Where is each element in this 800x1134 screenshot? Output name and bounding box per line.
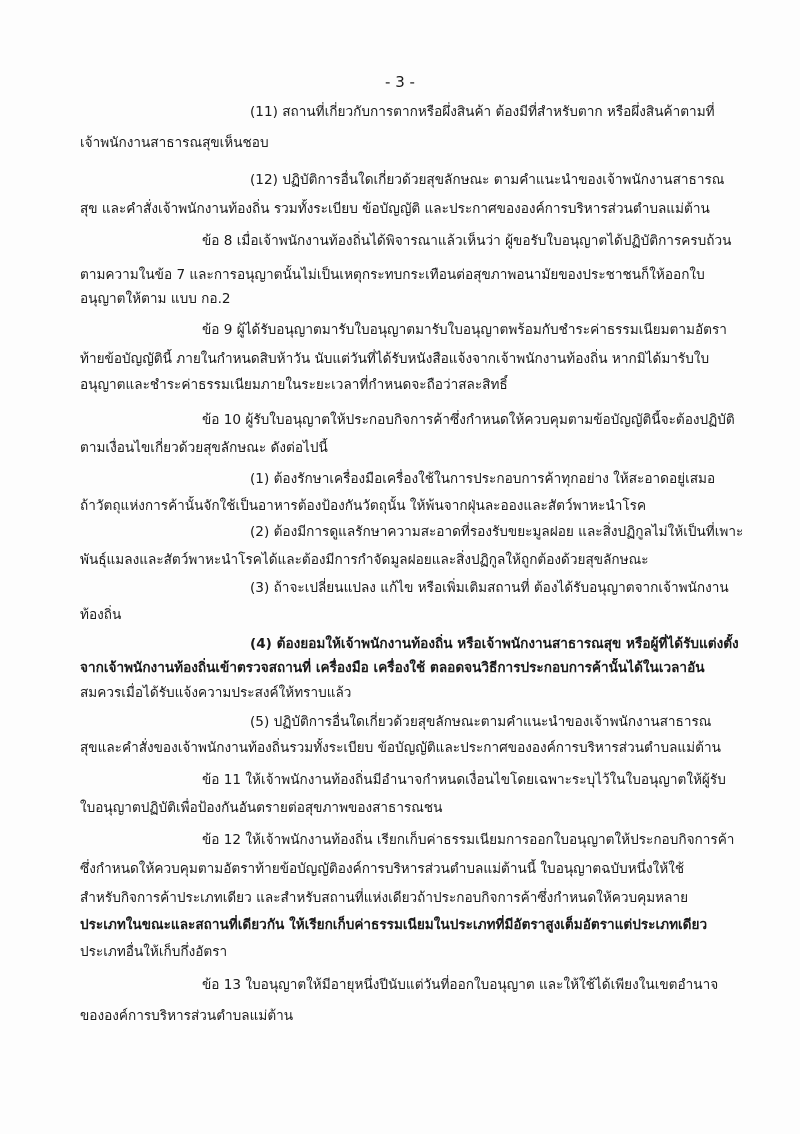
text-line: ตามเงื่อนไขเกี่ยวด้วยสุขลักษณะ ดังต่อไปนี้	[80, 440, 328, 456]
text-line: เจ้าพนักงานสาธารณสุขเห็นชอบ	[80, 135, 269, 151]
text-line: (5) ปฏิบัติการอื่นใดเกี่ยวด้วยสุขลักษณะตามคำแนะนำของเจ้าพนักงานสาธารณ	[250, 714, 712, 730]
text-line: ท้ายข้อบัญญัตินี้ ภายในกำหนดสิบห้าวัน นับแต่วันที่ได้รับหนังสือแจ้งจากเจ้าพนักงานท้องถิ่น หากมิได้มารับใบ	[80, 351, 710, 367]
text-line: ขององค์การบริหารส่วนตำบลแม่ต้าน	[80, 1008, 294, 1024]
text-line: (1) ต้องรักษาเครื่องมือเครื่องใช้ในการประกอบการค้าทุกอย่าง ให้สะอาดอยู่เสมอ	[250, 471, 716, 487]
text-line: ข้อ 9 ผู้ได้รับอนุญาตมารับใบอนุญาตมารับใบอนุญาตพร้อมกับชำระค่าธรรมเนียมตามอัตรา	[202, 322, 727, 338]
text-line: (2) ต้องมีการดูแลรักษาความสะอาดที่รองรับขยะมูลฝอย และสิ่งปฏิกูลไม่ให้เป็นที่เพาะ	[250, 524, 744, 540]
text-line: (11) สถานที่เกี่ยวกับการตากหรือผึ่งสินค้า ต้องมีที่สำหรับตาก หรือผึ่งสินค้าตามที่	[250, 104, 715, 120]
text-line: จากเจ้าพนักงานท้องถิ่นเข้าตรวจสถานที่ เครื่องมือ เครื่องใช้ ตลอดจนวิธีการประกอบการค้านั้นได้ในเวลาอัน	[80, 660, 705, 676]
text-line: ซึ่งกำหนดให้ควบคุมตามอัตราท้ายข้อบัญญัติองค์การบริหารส่วนตำบลแม่ต้านนี้ ใบอนุญาตฉบับหนึ่งให้ใช้	[80, 861, 685, 877]
text-line: ข้อ 8 เมื่อเจ้าพนักงานท้องถิ่นได้พิจารณาแล้วเห็นว่า ผู้ขอรับใบอนุญาตได้ปฏิบัติการครบถ้วน	[202, 233, 732, 249]
text-line: ข้อ 13 ใบอนุญาตให้มีอายุหนึ่งปีนับแต่วันที่ออกใบอนุญาต และให้ใช้ได้เพียงในเขตอำนาจ	[202, 977, 719, 993]
text-line: ตามความในข้อ 7 และการอนุญาตนั้นไม่เป็นเหตุกระทบกระเทือนต่อสุขภาพอนามัยของประชาชนก็ให้ออกใบ	[80, 267, 705, 283]
text-line: ข้อ 12 ให้เจ้าพนักงานท้องถิ่น เรียกเก็บค่าธรรมเนียมการออกใบอนุญาตให้ประกอบกิจการค้า	[202, 832, 735, 848]
text-line: ข้อ 10 ผู้รับใบอนุญาตให้ประกอบกิจการค้าซึ่งกำหนดให้ควบคุมตามข้อบัญญัตินี้จะต้องปฏิบัติ	[202, 412, 735, 428]
text-line: พันธุ์แมลงและสัตว์พาหะนำโรคได้และต้องมีการกำจัดมูลฝอยและสิ่งปฏิกูลให้ถูกต้องด้วยสุขลักษณะ	[80, 552, 649, 568]
text-line: สมควรเมื่อได้รับแจ้งความประสงค์ให้ทราบแล้ว	[80, 685, 352, 701]
text-line: สุข และคำสั่งเจ้าพนักงานท้องถิ่น รวมทั้งระเบียบ ข้อบัญญัติ และประกาศขององค์การบริหารส่วนตำบลแม่ต้าน	[80, 201, 710, 217]
text-line: สุขและคำสั่งของเจ้าพนักงานท้องถิ่นรวมทั้งระเบียบ ข้อบัญญัติและประกาศขององค์การบริหารส่วนตำบลแม่ต้าน	[80, 740, 721, 756]
text-line: (4) ต้องยอมให้เจ้าพนักงานท้องถิ่น หรือเจ้าพนักงานสาธารณสุข หรือผู้ที่ได้รับแต่งตั้ง	[250, 636, 739, 652]
text-line: ถ้าวัตถุแห่งการค้านั้นจักใช้เป็นอาหารต้องป้องกันวัตถุนั้น ให้พ้นจากฝุ่นละอองและสัตว์พาหะนำโรค	[80, 498, 647, 514]
text-line: ท้องถิ่น	[80, 607, 122, 623]
text-line: ประเภทในขณะและสถานที่เดียวกัน ให้เรียกเก็บค่าธรรมเนียมในประเภทที่มีอัตราสูงเต็มอัตราแต่ประเภทเดียว	[80, 917, 708, 933]
text-line: (12) ปฏิบัติการอื่นใดเกี่ยวด้วยสุขลักษณะ ตามคำแนะนำของเจ้าพนักงานสาธารณ	[250, 172, 725, 188]
text-line: อนุญาตและชำระค่าธรรมเนียมภายในระยะเวลาที่กำหนดจะถือว่าสละสิทธิ์	[80, 377, 508, 393]
text-line: ใบอนุญาตปฏิบัติเพื่อป้องกันอันตรายต่อสุขภาพของสาธารณชน	[80, 800, 443, 816]
page-number: - 3 -	[385, 73, 415, 91]
text-line: สำหรับกิจการค้าประเภทเดียว และสำหรับสถานที่แห่งเดียวถ้าประกอบกิจการค้าซึ่งกำหนดให้ควบคุมหลาย	[80, 890, 689, 906]
text-line: ข้อ 11 ให้เจ้าพนักงานท้องถิ่นมีอำนาจกำหนดเงื่อนไขโดยเฉพาะระบุไว้ในใบอนุญาตให้ผู้รับ	[202, 772, 726, 788]
text-line: ประเภทอื่นให้เก็บกึ่งอัตรา	[80, 944, 228, 960]
text-line: อนุญาตให้ตาม แบบ กอ.2	[80, 291, 231, 307]
text-line: (3) ถ้าจะเปลี่ยนแปลง แก้ไข หรือเพิ่มเติมสถานที่ ต้องได้รับอนุญาตจากเจ้าพนักงาน	[250, 580, 729, 596]
